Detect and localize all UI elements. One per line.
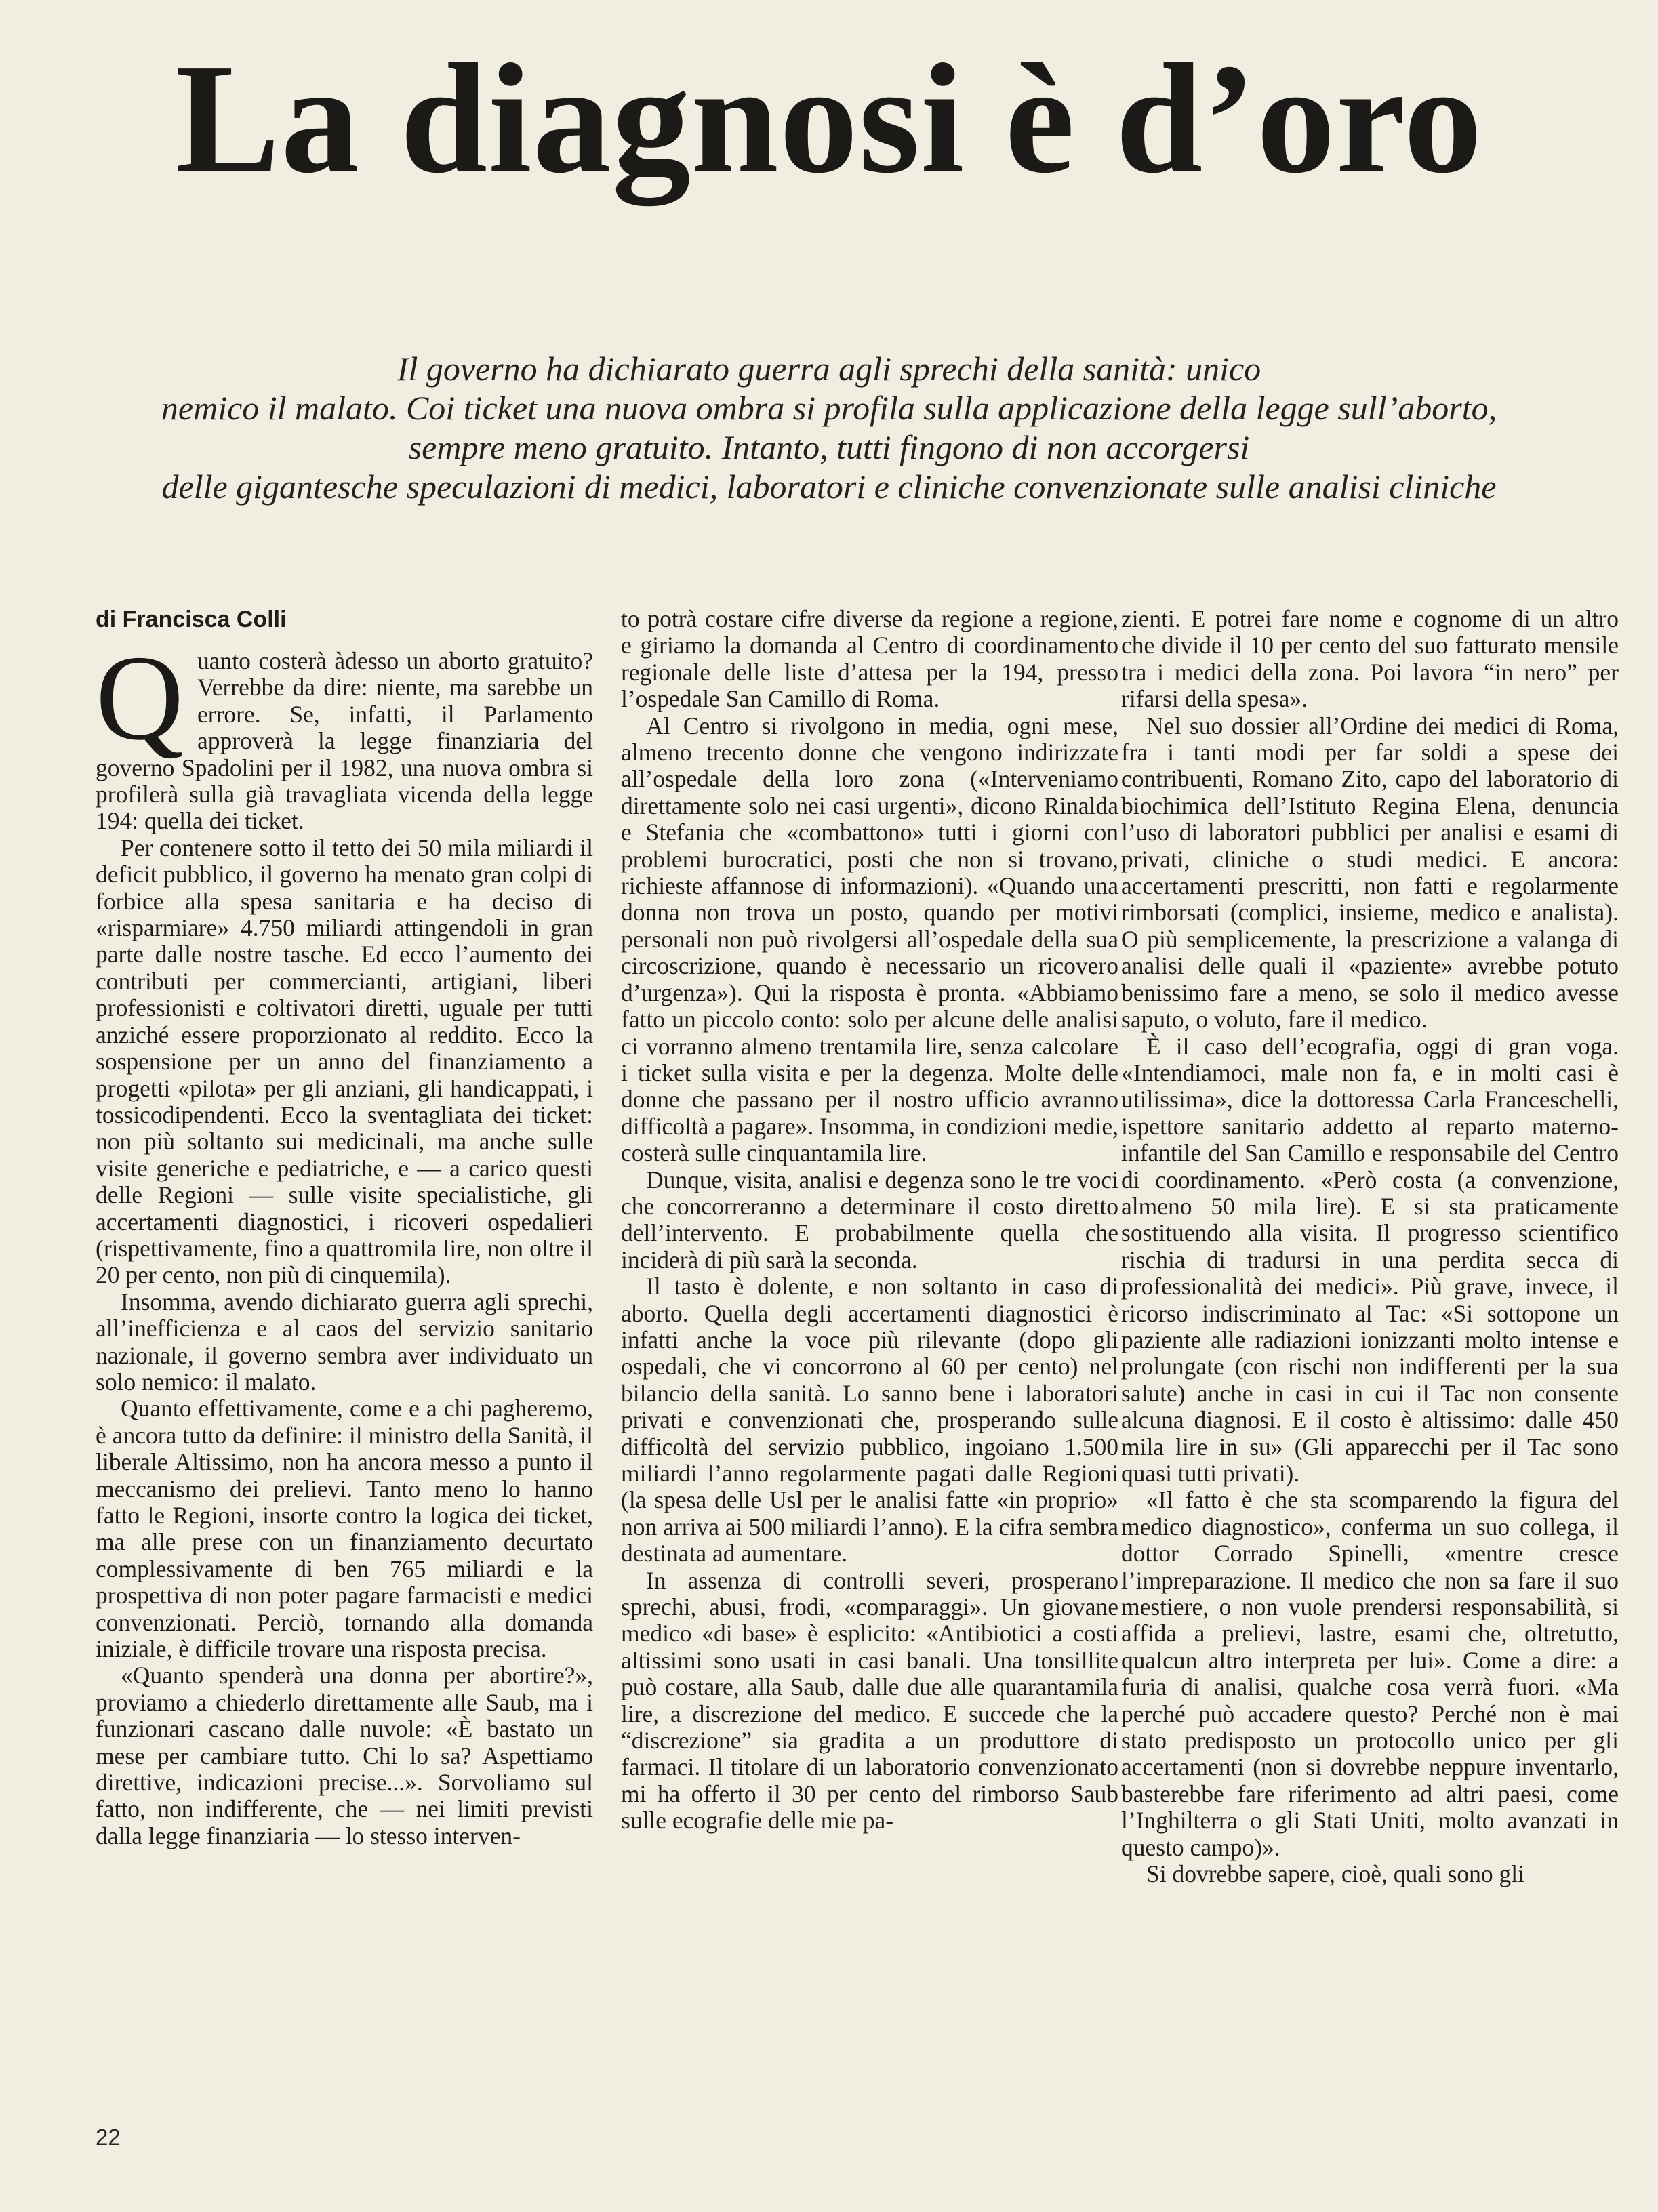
paragraph: to potrà costare cifre diverse da regione a regione, e giriamo la domanda al Centro di coordinamento regionale delle liste d’attesa per la 194, presso l’ospedale San Camillo di Roma.	[621, 605, 1118, 713]
article-deck	[54, 349, 1604, 506]
paragraph: Al Centro si rivolgono in media, ogni mese, almeno trecento donne che vengono indirizzate all’ospedale della loro zona («Interveniamo direttamente solo nei casi urgenti», dicono Rinalda e Stefania che «combattono» tutti i giorni con problemi burocratici, posti che non si trovano, richieste affannose di informazioni). «Quando una donna non trova un posto, quando per motivi personali non può rivolgersi all’ospedale della sua circoscrizione, quando è necessario un ricovero d’urgenza»). Qui la risposta è pronta. «Abbiamo fatto un piccolo conto: solo per alcune delle analisi ci vorranno almeno trentamila lire, senza calcolare i ticket sulla visita e per la degenza. Molte delle donne che passano per il nostro ufficio avranno difficoltà a pagare». Insomma, in condizioni medie, costerà sulle cinquantamila lire.	[621, 712, 1118, 1167]
byline: di Francisca Colli	[96, 607, 287, 632]
deck-line: sempre meno gratuito. Intanto, tutti fingono di non accorgersi	[408, 428, 1250, 466]
paragraph: Nel suo dossier all’Ordine dei medici di Roma, fra i tanti modi per far soldi a spese dei contribuenti, Romano Zito, capo del laboratorio di biochimica dell’Istituto Regina Elena, denuncia l’uso di laboratori pubblici per analisi e esami di privati, cliniche o studi medici. E ancora: accertamenti prescritti, non fatti e regolarmente rimborsati (complici, insieme, medico e analista). O più semplicemente, la prescrizione a valanga di analisi delle quali il «paziente» avrebbe potuto benissimo fare a meno, se solo il medico avesse saputo, o voluto, fare il medico.	[1121, 712, 1619, 1033]
page-number: 22	[96, 2125, 121, 2150]
article-title: La diagnosi è d’oro	[175, 32, 1483, 206]
drop-cap: Q	[96, 630, 184, 765]
paragraph: Dunque, visita, analisi e degenza sono le tre voci che concorreranno a determinare il costo diretto dell’intervento. E probabilmente quella che inciderà di più sarà la seconda.	[621, 1166, 1118, 1273]
text-column-1	[96, 606, 593, 1849]
paragraph: In assenza di controlli severi, prosperano sprechi, abusi, frodi, «comparaggi». Un giovane medico «di base» è esplicito: «Antibiotici a costi altissimi sono usati in casi banali. Una tonsillite può costare, alla Saub, dalle due alle quarantamila lire, a discrezione del medico. E succede che la “discrezione” sia gradita a un produttore di farmaci. Il titolare di un laboratorio convenzionato mi ha offerto il 30 per cento del rimborso Saub sulle ecografie delle mie pa-	[621, 1566, 1118, 1835]
deck-line: Il governo ha dichiarato guerra agli sprechi della sanità: unico	[397, 350, 1261, 388]
paragraph: Insomma, avendo dichiarato guerra agli sprechi, all’inefficienza e al caos del servizio sanitario nazionale, il governo sembra aver individuato un solo nemico: il malato.	[96, 1288, 593, 1395]
text-column-2	[621, 606, 1118, 1835]
paragraph: Per contenere sotto il tetto dei 50 mila miliardi il deficit pubblico, il governo ha menato gran colpi di forbice alla spesa sanitaria e ha deciso di «risparmiare» 4.750 miliardi attingendoli in gran parte dalle nostre tasche. Ed ecco l’aumento dei contributi per commercianti, artigiani, liberi professionisti e coltivatori diretti, uguale per tutti anziché essere proporzionato al reddito. Ecco la sospensione per un anno del finanziamento a progetti «pilota» per gli anziani, gli handicappati, i tossicodipendenti. Ecco la sventagliata dei ticket: non più soltanto sui medicinali, ma anche sulle visite generiche e pediatriche, e — a carico questi delle Regioni — sulle visite specialistiche, gli accertamenti diagnostici, i ricoveri ospedalieri (rispettivamente, fino a quattromila lire, non oltre il 20 per cento, non più di cinquemila).	[96, 834, 593, 1289]
paragraph: zienti. E potrei fare nome e cognome di un altro che divide il 10 per cento del suo fatturato mensile tra i medici della zona. Poi lavora “in nero” per rifarsi della spesa».	[1121, 605, 1619, 713]
paragraph: «Il fatto è che sta scomparendo la figura del medico diagnostico», conferma un suo collega, il dottor Corrado Spinelli, «mentre cresce l’impreparazione. Il medico che non sa fare il suo mestiere, o non vuole prendersi responsabilità, si affida a prelievi, lastre, esami che, oltretutto, qualcun altro interpreta per lui». Come a dire: a furia di analisi, qualche cosa verrà fuori. «Ma perché può accadere questo? Perché non è mai stato predisposto un protocollo unico per gli accertamenti (non si dovrebbe neppure inventarlo, basterebbe fare riferimento ad altri paesi, come l’Inghilterra o gli Stati Uniti, molto avanzati in questo campo)».	[1121, 1486, 1619, 1861]
paragraph: «Quanto spenderà una donna per abortire?», proviamo a chiederlo direttamente alle Saub, ma i funzionari cascano dalle nuvole: «È bastato un mese per cambiare tutto. Chi lo sa? Aspettiamo direttive, indicazioni precise...». Sorvoliamo sul fatto, non indifferente, che — nei limiti previsti dalla legge finanziaria — lo stesso interven-	[96, 1662, 593, 1849]
paragraph: Si dovrebbe sapere, cioè, quali sono gli	[1146, 1860, 1524, 1888]
deck-line: delle gigantesche speculazioni di medici, laboratori e cliniche convenzionate sulle analisi cliniche	[161, 468, 1497, 506]
text-column-3	[1121, 606, 1619, 1888]
deck-line: nemico il malato. Coi ticket una nuova ombra si profila sulla applicazione della legge sull’aborto,	[161, 389, 1497, 427]
paragraph: Quanto effettivamente, come e a chi pagheremo, è ancora tutto da definire: il ministro della Sanità, il liberale Altissimo, non ha ancora messo a punto il meccanismo dei prelievi. Tanto meno lo hanno fatto le Regioni, insorte contro la logica dei ticket, ma alle prese con un finanziamento decurtato complessivamente di ben 765 miliardi e la prospettiva di non poter pagare farmacisti e medici convenzionati. Perciò, tornando alla domanda iniziale, è difficile trovare una risposta precisa.	[96, 1395, 593, 1663]
paragraph: Il tasto è dolente, e non soltanto in caso di aborto. Quella degli accertamenti diagnostici è infatti anche la voce più rilevante (dopo gli ospedali, che vi concorrono al 60 per cento) nel bilancio della sanità. Lo sanno bene i laboratori privati e convenzionati che, prosperando sulle difficoltà del servizio pubblico, ingoiano 1.500 miliardi l’anno regolarmente pagati dalle Regioni (la spesa delle Usl per le analisi fatte «in proprio» non arriva ai 500 miliardi l’anno). E la cifra sembra destinata ad aumentare.	[621, 1273, 1118, 1568]
paragraph: uanto costerà àdesso un aborto gratuito? Verrebbe da dire: niente, ma sarebbe un errore. Se, infatti, il Parlamento approverà la legge finanziaria del governo Spadolini per il 1982, una nuova ombra si profilerà sulla già travagliata vicenda della legge 194: quella dei ticket.	[96, 647, 593, 835]
paragraph: È il caso dell’ecografia, oggi di gran voga. «Intendiamoci, male non fa, e in molti casi è utilissima», dice la dottoressa Carla Franceschelli, ispettore sanitario addetto al reparto materno-infantile del San Camillo e responsabile del Centro di coordinamento. «Però costa (a convenzione, almeno 50 mila lire). E si sta praticamente sostituendo alla visita. Il progresso scientifico rischia di tradursi in una perdita secca di professionalità dei medici». Più grave, invece, il ricorso indiscriminato al Tac: «Si sottopone un paziente alle radiazioni ionizzanti molto intense e prolungate (con rischi non indifferenti per la sua salute) anche in casi in cui il Tac non consente alcuna diagnosi. E il costo è altissimo: dalle 450 mila lire in su» (Gli apparecchi per il Tac sono quasi tutti privati).	[1121, 1032, 1619, 1487]
